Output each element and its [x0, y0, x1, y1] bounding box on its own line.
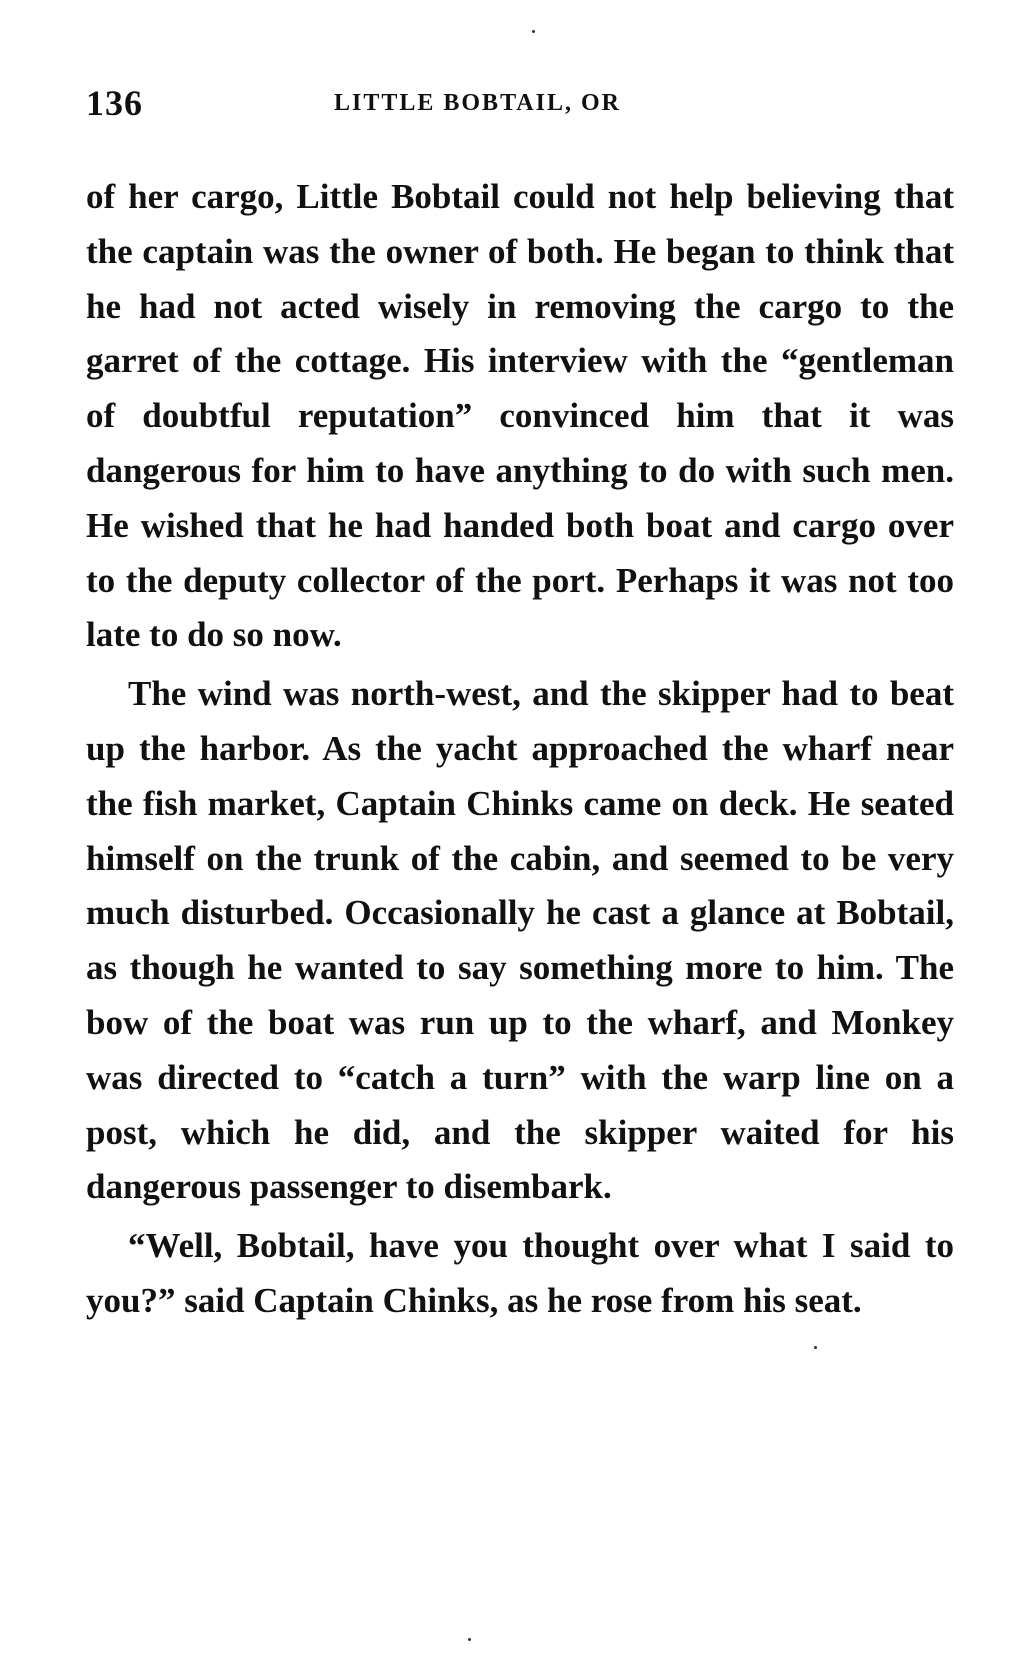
paragraph-dialogue: “Well, Bobtail, have you thought over what I said to you?” said Captain Chinks, as he rose from his seat.	[86, 1226, 954, 1320]
print-speck	[814, 1346, 817, 1349]
paragraph-wind: The wind was north-west, and the skipper had to beat up the harbor. As the yacht approached the wharf near the fish market, Captain Chinks came on deck. He seated himself on the trunk of the cabin, and seemed to be very much disturbed. Occasionally he cast a glance at Bobtail, as though he wanted to say something more to him. The bow of the boat was run up to the wharf, and Monkey was directed to “catch a turn” with the warp line on a post, which he did, and the skipper waited for his dangerous passenger to disembark.	[86, 674, 954, 1207]
paragraph-continued: of her cargo, Little Bobtail could not help believing that the captain was the owner of both. He began to think that he had not acted wisely in removing the cargo to the garret of the cottage. His interview with the “gentleman of doubtful reputation” convinced him that it was dangerous for him to have anything to do with such men. He wished that he had handed both boat and cargo over to the deputy collector of the port. Perhaps it was not too late to do so now.	[86, 177, 954, 655]
running-title: LITTLE BOBTAIL, OR	[334, 90, 621, 116]
body-text	[86, 170, 954, 1329]
print-speck	[532, 30, 535, 33]
page-number: 136	[86, 83, 143, 123]
page-header	[86, 82, 956, 132]
print-speck	[468, 1638, 471, 1641]
